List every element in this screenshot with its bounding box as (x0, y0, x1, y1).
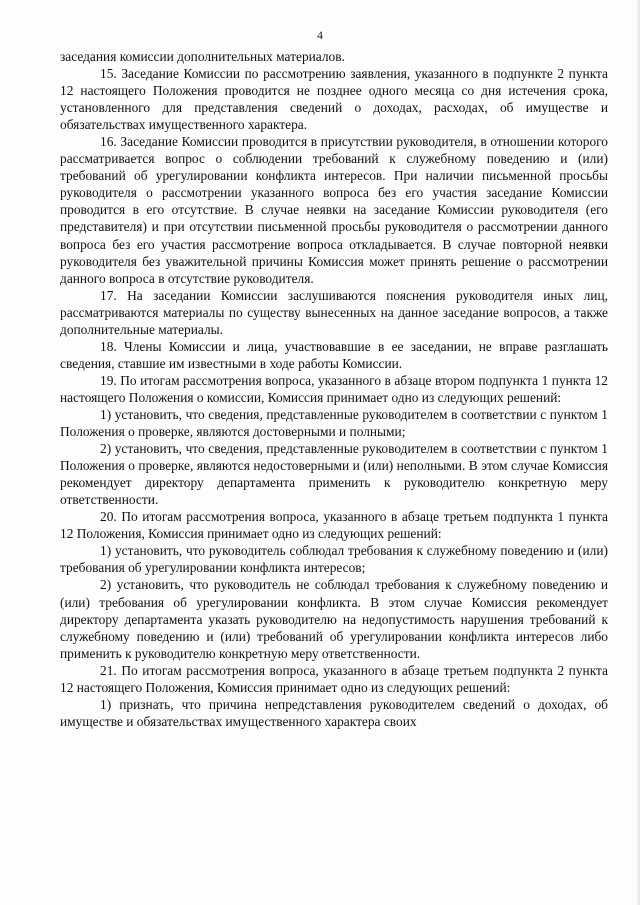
paragraph: 1) признать, что причина непредставления руководителем сведений о доходах, об имуществе и обязательствах имущественного характера своих (60, 696, 608, 729)
paragraph: заседания комиссии дополнительных материалов. (60, 49, 345, 64)
paragraph: 20. По итогам рассмотрения вопроса, указанного в абзаце третьем подпункта 1 пункта 12 Положения, Комиссия принимает одно из следующих решений: (60, 509, 608, 542)
paragraph: 17. На заседании Комиссии заслушиваются пояснения руководителя иных лиц, рассматриваются материалы по существу вынесенных на данное заседание вопросов, а также дополнительные материалы. (60, 287, 608, 337)
page-number: 4 (317, 28, 323, 42)
paragraph: 1) установить, что руководитель соблюдал требования к служебному поведению и (или) требования об урегулировании конфликта интересов; (60, 543, 608, 576)
paragraph: 2) установить, что сведения, представленные руководителем в соответствии с пунктом 1 Положения о проверке, являются недостоверными и (или) неполными. В этом случае Комиссия рекомендует директору департамента применить к руководителю конкретную меру ответственности. (60, 441, 608, 508)
paragraph: 21. По итогам рассмотрения вопроса, указанного в абзаце третьем подпункта 2 пункта 12 настоящего Положения, Комиссия принимает одно из следующих решений: (60, 662, 608, 695)
paragraph: 18. Члены Комиссии и лица, участвовавшие в ее заседании, не вправе разглашать сведения, ставшие им известными в ходе работы Комиссии. (60, 338, 608, 371)
paragraph: 2) установить, что руководитель не соблюдал требования к служебному поведению и (или) требования об урегулировании конфликта. В этом случае Комиссия рекомендует директору департамента указать руководителю на недопустимость нарушения требований к служебному поведению и (или) требований об урегулировании конфликта интересов либо применить к руководителю конкретную меру ответственности. (60, 577, 608, 661)
paragraph: 16. Заседание Комиссии проводится в присутствии руководителя, в отношении которого рассматривается вопрос о соблюдении требований к служебному поведению и (или) требований об урегулировании конфликта интересов. При наличии письменной просьбы руководителя о рассмотрении указанного вопроса без его участия заседание Комиссии проводится в его отсутствие. В случае неявки на заседание Комиссии руководителя (его представителя) и при отсутствии письменной просьбы руководителя о рассмотрении данного вопроса без его участия рассмотрение вопроса откладывается. В случае повторной неявки руководителя без уважительной причины Комиссия может принять решение о рассмотрении данного вопроса в отсутствие руководителя. (60, 134, 608, 286)
paragraph: 15. Заседание Комиссии по рассмотрению заявления, указанного в подпункте 2 пункта 12 настоящего Положения проводится не позднее одного месяца со дня истечения срока, установленного для представления сведений о доходах, расходах, об имуществе и обязательствах имущественного характера. (60, 66, 608, 133)
paragraph: 1) установить, что сведения, представленные руководителем в соответствии с пунктом 1 Положения о проверке, являются достоверными и полными; (60, 406, 608, 440)
paragraph: 19. По итогам рассмотрения вопроса, указанного в абзаце втором подпункта 1 пункта 12 настоящего Положения о комиссии, Комиссия принимает одно из следующих решений: (60, 372, 608, 405)
document-body (60, 48, 608, 730)
